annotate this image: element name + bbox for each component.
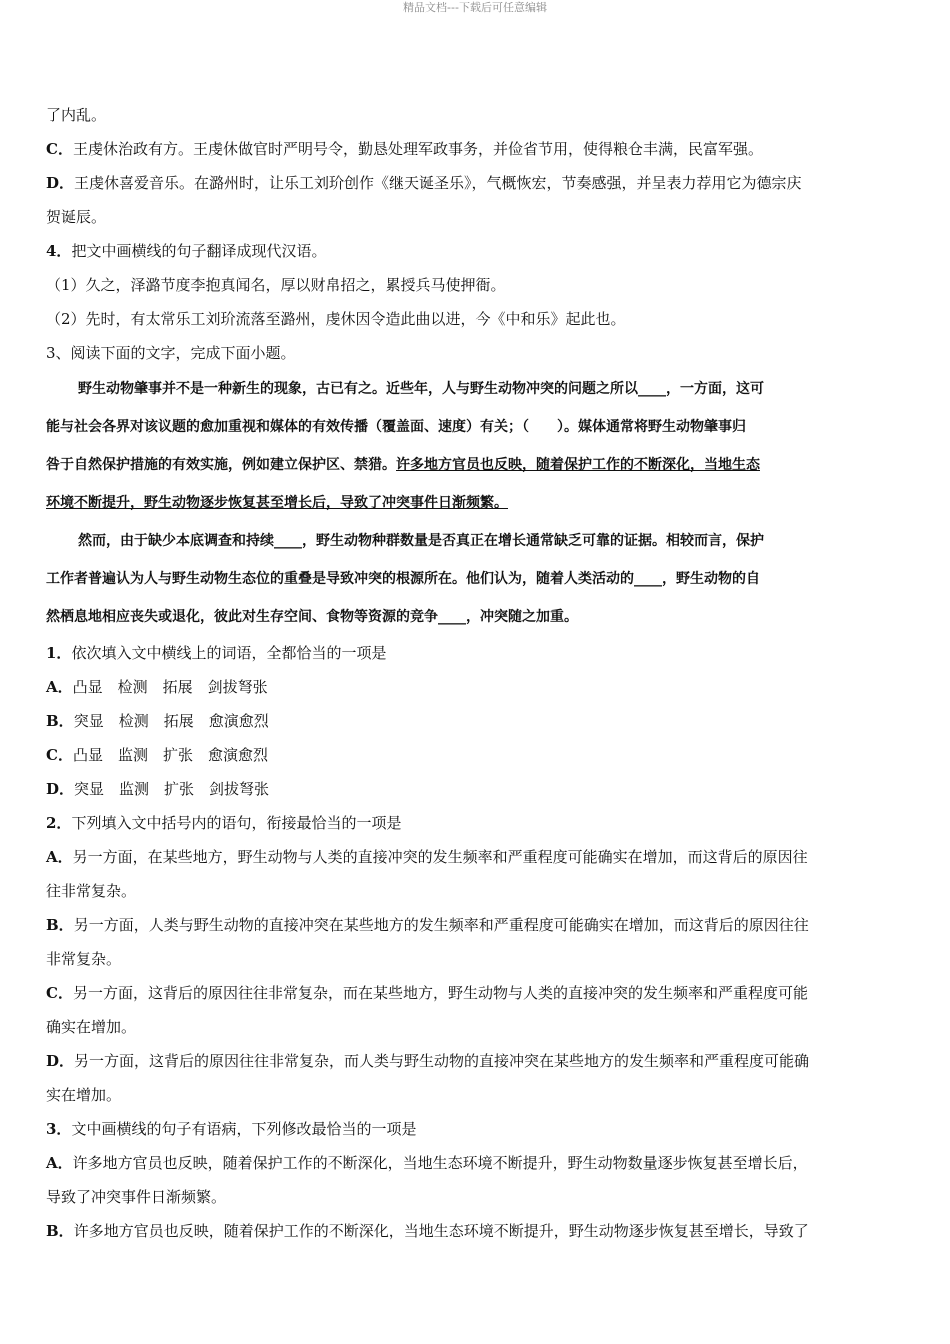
option-line: A．凸显 检测 拓展 剑拔弩张 bbox=[46, 678, 268, 696]
option-line: B．另一方面，人类与野生动物的直接冲突在某些地方的发生频率和严重程度可能确实在增加，而这背后的原因往往 bbox=[46, 916, 809, 934]
document-body bbox=[46, 98, 904, 1248]
section-heading: 3、阅读下面的文字，完成下面小题。 bbox=[46, 344, 296, 362]
option-line: D．另一方面，这背后的原因往往非常复杂，而人类与野生动物的直接冲突在某些地方的发生频率和严重程度可能确 bbox=[46, 1052, 810, 1070]
passage-line: 能与社会各界对该议题的愈加重视和媒体的有效传播（覆盖面、速度）有关；（ ）。媒体通常将野生动物肇事归 bbox=[46, 419, 746, 435]
passage-line bbox=[46, 484, 904, 522]
passage-line: 咎于自然保护措施的有效实施，例如建立保护区、禁猎。许多地方官员也反映，随着保护工作的不断深化，当地生态 bbox=[46, 457, 760, 473]
option-continuation: 导致了冲突事件日渐频繁。 bbox=[46, 1188, 227, 1206]
text-line: 贺诞辰。 bbox=[46, 208, 107, 226]
option-continuation: 实在增加。 bbox=[46, 1086, 122, 1104]
passage-line: 然栖息地相应丧失或退化，彼此对生存空间、食物等资源的竞争____，冲突随之加重。 bbox=[46, 609, 578, 625]
option-continuation: 非常复杂。 bbox=[46, 950, 122, 968]
page-header: 精品文档---下载后可任意编辑 bbox=[403, 1, 547, 14]
option-line: D．突显 监测 扩张 剑拔弩张 bbox=[46, 780, 270, 798]
underlined-sentence: 许多地方官员也反映，随着保护工作的不断深化，当地生态 bbox=[396, 457, 760, 473]
option-line: D．王虔休喜爱音乐。在潞州时，让乐工刘玠创作《继天诞圣乐》，气概恢宏，节奏感强，并呈表力荐用它为德宗庆 bbox=[46, 174, 802, 192]
underlined-sentence: 环境不断提升，野生动物逐步恢复甚至增长后，导致了冲突事件日渐频繁。 bbox=[46, 495, 508, 511]
option-continuation: 往非常复杂。 bbox=[46, 882, 137, 900]
text-line: 了内乱。 bbox=[46, 106, 107, 124]
option-continuation: 确实在增加。 bbox=[46, 1018, 137, 1036]
translation-item: （1）久之，泽潞节度李抱真闻名，厚以财帛招之，累授兵马使押衙。 bbox=[46, 276, 506, 294]
passage-line: 然而，由于缺少本底调查和持续____，野生动物种群数量是否真正在增长通常缺乏可靠的证据。相较而言，保护 bbox=[78, 533, 764, 549]
question-line: 1．依次填入文中横线上的词语，全都恰当的一项是 bbox=[46, 644, 387, 662]
question-line: 4．把文中画横线的句子翻译成现代汉语。 bbox=[46, 242, 327, 260]
question-line: 2．下列填入文中括号内的语句，衔接最恰当的一项是 bbox=[46, 814, 402, 832]
option-line: C．另一方面，这背后的原因往往非常复杂，而在某些地方，野生动物与人类的直接冲突的发生频率和严重程度可能 bbox=[46, 984, 808, 1002]
question-line: 3．文中画横线的句子有语病，下列修改最恰当的一项是 bbox=[46, 1120, 417, 1138]
translation-item: （2）先时，有太常乐工刘玠流落至潞州，虔休因令造此曲以进，今《中和乐》起此也。 bbox=[46, 310, 626, 328]
option-line: C．凸显 监测 扩张 愈演愈烈 bbox=[46, 746, 268, 764]
option-line: C．王虔休治政有方。王虔休做官时严明号令，勤恳处理军政事务，并俭省节用，使得粮仓丰满，民富军强。 bbox=[46, 140, 763, 158]
passage-line: 工作者普遍认为人与野生动物生态位的重叠是导致冲突的根源所在。他们认为，随着人类活动的____，野生动物的自 bbox=[46, 571, 760, 587]
option-line: A．另一方面，在某些地方，野生动物与人类的直接冲突的发生频率和严重程度可能确实在增加，而这背后的原因往 bbox=[46, 848, 808, 866]
passage-line: 野生动物肇事并不是一种新生的现象，古已有之。近些年，人与野生动物冲突的问题之所以____，一方面，这可 bbox=[78, 381, 764, 397]
option-line: B．突显 检测 拓展 愈演愈烈 bbox=[46, 712, 269, 730]
option-line: A．许多地方官员也反映，随着保护工作的不断深化，当地生态环境不断提升，野生动物数量逐步恢复甚至增长后， bbox=[46, 1154, 808, 1172]
option-line: B．许多地方官员也反映，随着保护工作的不断深化，当地生态环境不断提升，野生动物逐步恢复甚至增长，导致了 bbox=[46, 1222, 809, 1240]
